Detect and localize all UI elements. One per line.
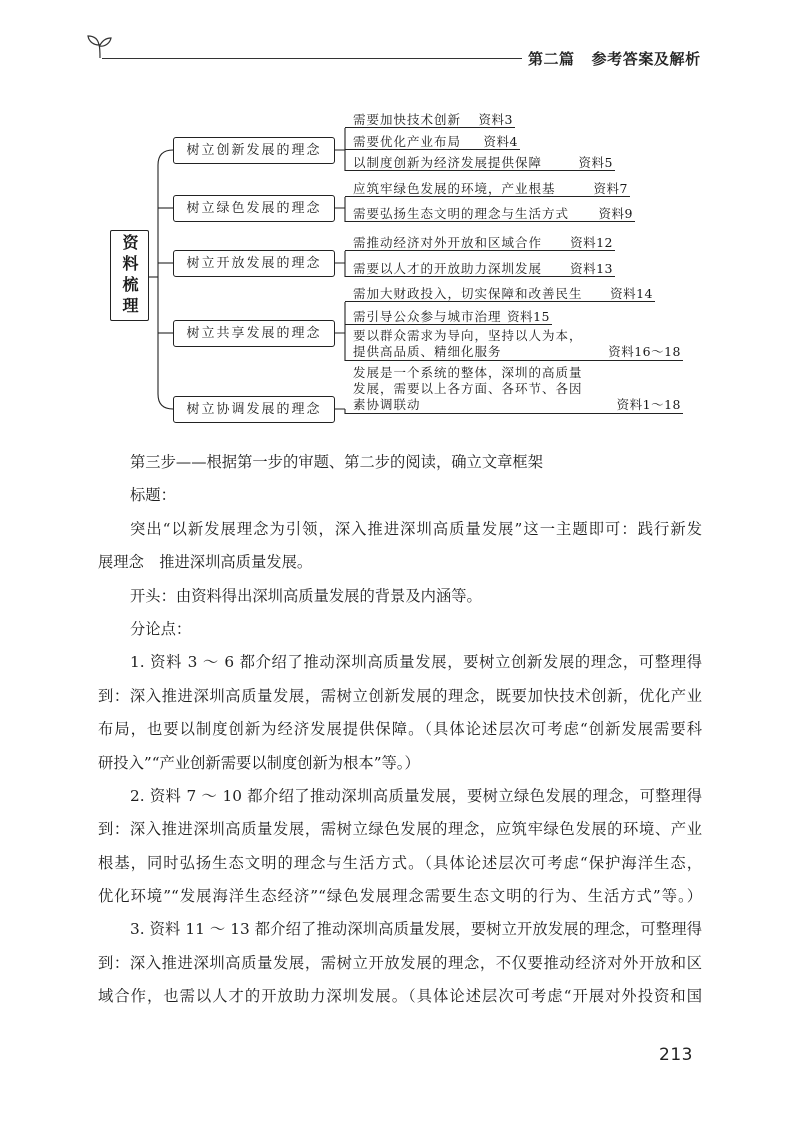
diagram-root bbox=[110, 230, 149, 321]
leaf-item bbox=[345, 236, 615, 251]
trunk-line bbox=[158, 150, 173, 409]
paragraph-line: 3. 资料 11 ～ 13 都介绍了推动深圳高质量发展，要树立开放发展的理念，可整理得 bbox=[130, 920, 702, 939]
header-rule bbox=[102, 58, 522, 59]
leaf-text: 应筑牢绿色发展的环境，产业根基 bbox=[353, 181, 556, 196]
leaf-text-line: 要以群众需求为导向，坚持以人为本， bbox=[353, 328, 583, 343]
leaf-ref: 资料13 bbox=[570, 261, 613, 276]
leaf-item bbox=[345, 156, 615, 171]
paragraph-line: 2. 资料 7 ～ 10 都介绍了推动深圳高质量发展，要树立绿色发展的理念，可整理得 bbox=[130, 786, 702, 805]
leaf-item bbox=[345, 329, 683, 361]
leaf-item bbox=[345, 366, 683, 414]
leaf-text-line: 发展，需要以上各方面、各环节、各因 bbox=[353, 381, 583, 396]
leaf-text-line: 提供高品质、精细化服务 bbox=[353, 344, 502, 359]
bracket-1 bbox=[335, 128, 345, 171]
leaf-text: 需要加快技术创新 bbox=[353, 112, 462, 127]
leaf-text: 需引导公众参与城市治理 bbox=[353, 309, 502, 324]
paragraph-line: 优化环境”“发展海洋生态经济”“绿色发展理念需要生态文明的行为、生活方式”等。） bbox=[98, 887, 702, 906]
title-label: 标题： bbox=[130, 486, 176, 505]
bracket-4 bbox=[335, 302, 345, 361]
leaf-ref: 资料7 bbox=[593, 181, 628, 196]
leaf-ref: 资料12 bbox=[570, 235, 613, 250]
bracket-3 bbox=[335, 251, 345, 277]
branch-box: 树立协调发展的理念 bbox=[173, 396, 335, 423]
bracket-2 bbox=[335, 197, 345, 222]
bracket-5 bbox=[335, 409, 345, 414]
paragraph-line: 到：深入推进深圳高质量发展，需树立绿色发展的理念，应筑牢绿色发展的环境、产业 bbox=[98, 820, 702, 839]
page-number: 213 bbox=[659, 1045, 693, 1065]
section-title: 参考答案及解析 bbox=[591, 50, 701, 68]
leaf-ref: 资料14 bbox=[610, 286, 653, 301]
branch-box: 树立创新发展的理念 bbox=[173, 137, 335, 164]
leaf-text bbox=[353, 365, 583, 413]
leaf-item bbox=[345, 135, 520, 150]
leaf-item bbox=[345, 113, 515, 128]
leaf-item bbox=[345, 287, 655, 302]
leaf-text-line: 发展是一个系统的整体，深圳的高质量 bbox=[353, 365, 583, 380]
paragraph-line: 展理念 推进深圳高质量发展。 bbox=[98, 553, 313, 572]
branch-box: 树立开放发展的理念 bbox=[173, 250, 335, 277]
paragraph-line: 根基，同时弘扬生态文明的理念与生活方式。（具体论述层次可考虑“保护海洋生态， bbox=[98, 853, 702, 872]
leaf-text: 以制度创新为经济发展提供保障 bbox=[353, 155, 543, 170]
body-text bbox=[98, 446, 702, 1014]
leaf-text: 需加大财政投入，切实保障和改善民生 bbox=[353, 286, 583, 301]
leaf-item bbox=[345, 310, 552, 325]
leaf-ref: 资料5 bbox=[578, 155, 613, 170]
leaf-text: 需推动经济对外开放和区域合作 bbox=[353, 235, 543, 250]
leaf-ref: 资料16～18 bbox=[608, 344, 681, 359]
leaf-text: 需要以人才的开放助力深圳发展 bbox=[353, 261, 543, 276]
step-heading: 第三步——根据第一步的审题、第二步的阅读，确立文章框架 bbox=[130, 453, 544, 471]
leaf-item bbox=[345, 207, 635, 222]
running-header bbox=[528, 48, 701, 70]
paragraph-line: 到：深入推进深圳高质量发展，需树立创新发展的理念，既要加快技术创新，优化产业 bbox=[98, 686, 702, 705]
leaf-text bbox=[353, 328, 583, 360]
leaf-text: 需要优化产业布局 bbox=[353, 134, 462, 149]
paragraph-line: 到：深入推进深圳高质量发展，需树立开放发展的理念，不仅要推动经济对外开放和区 bbox=[98, 953, 702, 972]
paragraph-line: 布局，也要以制度创新为经济发展提供保障。（具体论述层次可考虑“创新发展需要科 bbox=[98, 720, 702, 739]
diagram-root-label: 资料梳理 bbox=[120, 233, 139, 318]
leaf-ref: 资料4 bbox=[483, 134, 518, 149]
leaf-text: 需要弘扬生态文明的理念与生活方式 bbox=[353, 206, 570, 221]
leaf-text-line: 素协调联动 bbox=[353, 397, 421, 412]
paragraph-line: 1. 资料 3 ～ 6 都介绍了推动深圳高质量发展，要树立创新发展的理念，可整理得 bbox=[130, 653, 702, 672]
leaf-ref: 资料9 bbox=[598, 206, 633, 221]
paragraph-line: 域合作，也需以人才的开放助力深圳发展。（具体论述层次可考虑“开展对外投资和国 bbox=[98, 987, 702, 1006]
leaf-item bbox=[345, 182, 630, 197]
sprout-icon bbox=[86, 32, 112, 60]
section-label: 第二篇 bbox=[528, 50, 575, 68]
branch-box: 树立绿色发展的理念 bbox=[173, 195, 335, 222]
subpoints-label: 分论点： bbox=[130, 619, 192, 638]
paragraph-line: 研投入”“产业创新需要以制度创新为根本”等。） bbox=[98, 753, 420, 772]
leaf-ref: 资料3 bbox=[478, 112, 513, 127]
paragraph-line: 开头：由资料得出深圳高质量发展的背景及内涵等。 bbox=[130, 586, 482, 605]
leaf-item bbox=[345, 262, 615, 277]
leaf-ref: 资料1～18 bbox=[616, 397, 681, 412]
paragraph-line: 突出“以新发展理念为引领，深入推进深圳高质量发展”这一主题即可：践行新发 bbox=[130, 519, 702, 538]
leaf-ref: 资料15 bbox=[507, 309, 550, 324]
branch-box: 树立共享发展的理念 bbox=[173, 320, 335, 347]
